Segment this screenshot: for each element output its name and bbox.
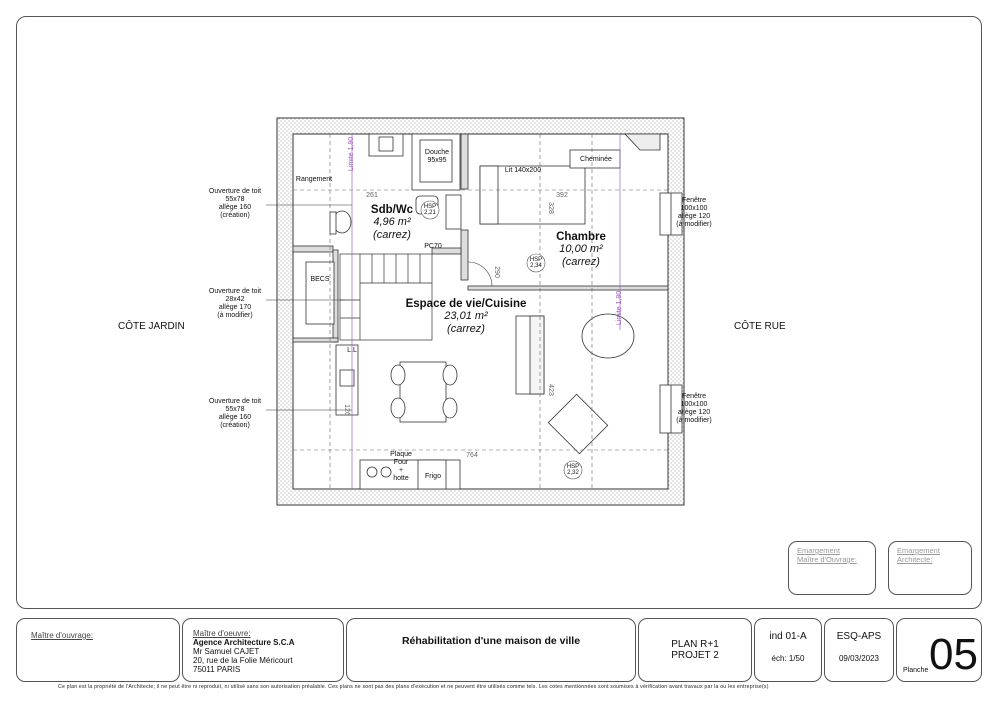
roof-opening-1: Ouverture de toit 55x78 allège 160 (création) xyxy=(208,188,262,219)
planche-number: 05 xyxy=(929,630,978,679)
roof-opening-2: Ouverture de toit 28x42 allège 170 (à modifier) xyxy=(208,288,262,319)
rangement-label: Rangement xyxy=(295,176,333,183)
plaque-label: Plaque Four + hotte xyxy=(390,451,412,482)
dimension-126: 126 xyxy=(343,404,350,416)
becs-label: BECS xyxy=(310,276,330,283)
hsp-label-3: HSP 2,32 xyxy=(566,464,580,476)
window-annotation-2: Fenêtre 100x100 allège 120 (à modifier) xyxy=(676,393,712,424)
dining-table xyxy=(391,362,457,422)
cheminee-label: Cheminée xyxy=(580,156,612,163)
room-chambre: Chambre 10,00 m² (carrez) xyxy=(556,231,606,268)
room-sdb: Sdb/Wc 4,96 m² (carrez) xyxy=(370,204,414,241)
cote-rue-label: CÔTE RUE xyxy=(734,321,786,332)
title-block-plan: PLAN R+1 PROJET 2 xyxy=(638,618,752,682)
hsp-label-1: HSP 2,21 xyxy=(423,204,437,216)
title-block-maitre-oeuvre: Maître d'oeuvre: Agence Architecture S.C.A Mr Samuel CAJET 20, rue de la Folie Méricourt 75011 PARIS xyxy=(182,618,344,682)
limit-label-2: Limite 1,80 xyxy=(616,290,623,326)
title-block-project: Réhabilitation d'une maison de ville xyxy=(346,618,636,682)
disclaimer: Ce plan est la propriété de l'Architecte; il ne peut être ni reproduit, ni utilisé sans son autorisation préalable. Ces plans ne sont pas des plans d'exécution et ne peuvent être utilisés comme tels. Les cotes mentionnées sont soumises à vérification avant travaux par la ou les entreprise(s) xyxy=(58,684,769,690)
cote-jardin-label: CÔTE JARDIN xyxy=(118,321,185,332)
ll-label: L.L xyxy=(347,347,357,354)
dimension-290: 290 xyxy=(493,266,500,278)
limit-label-1: Limite 1,80 xyxy=(348,136,355,172)
title-block-maitre-ouvrage: Maître d'ouvrage: xyxy=(16,618,180,682)
pc70-label: PC70 xyxy=(424,243,442,250)
door-swing xyxy=(468,262,492,286)
title-block-planche: Planche 05 xyxy=(896,618,982,682)
frigo-label: Frigo xyxy=(425,473,441,480)
bed-label: Lit 140x200 xyxy=(504,167,542,174)
window-annotation-1: Fenêtre 100x100 allège 120 (à modifier) xyxy=(676,197,712,228)
room-espace-vie: Espace de vie/Cuisine 23,01 m² (carrez) xyxy=(405,298,527,335)
hsp-label-2: HSP 2,34 xyxy=(529,257,543,269)
emargement-architecte: Emargement Architecte: xyxy=(888,541,972,595)
dimension-423: 423 xyxy=(547,384,554,396)
dimension-328: 328 xyxy=(547,202,554,214)
emargement-maitre-ouvrage: Emargement Maître d'Ouvrage: xyxy=(788,541,876,595)
title-block-index: ind 01-A éch: 1/50 xyxy=(754,618,822,682)
title-block-phase: ESQ-APS 09/03/2023 xyxy=(824,618,894,682)
becs-unit xyxy=(306,262,334,324)
bedroom-fixtures xyxy=(480,134,660,224)
dimension-261: 261 xyxy=(366,192,378,199)
dimension-764: 764 xyxy=(466,452,478,459)
roof-opening-3: Ouverture de toit 55x78 allège 160 (création) xyxy=(208,398,262,429)
douche-label: Douche 95x95 xyxy=(424,149,450,164)
dimension-392: 392 xyxy=(556,192,568,199)
